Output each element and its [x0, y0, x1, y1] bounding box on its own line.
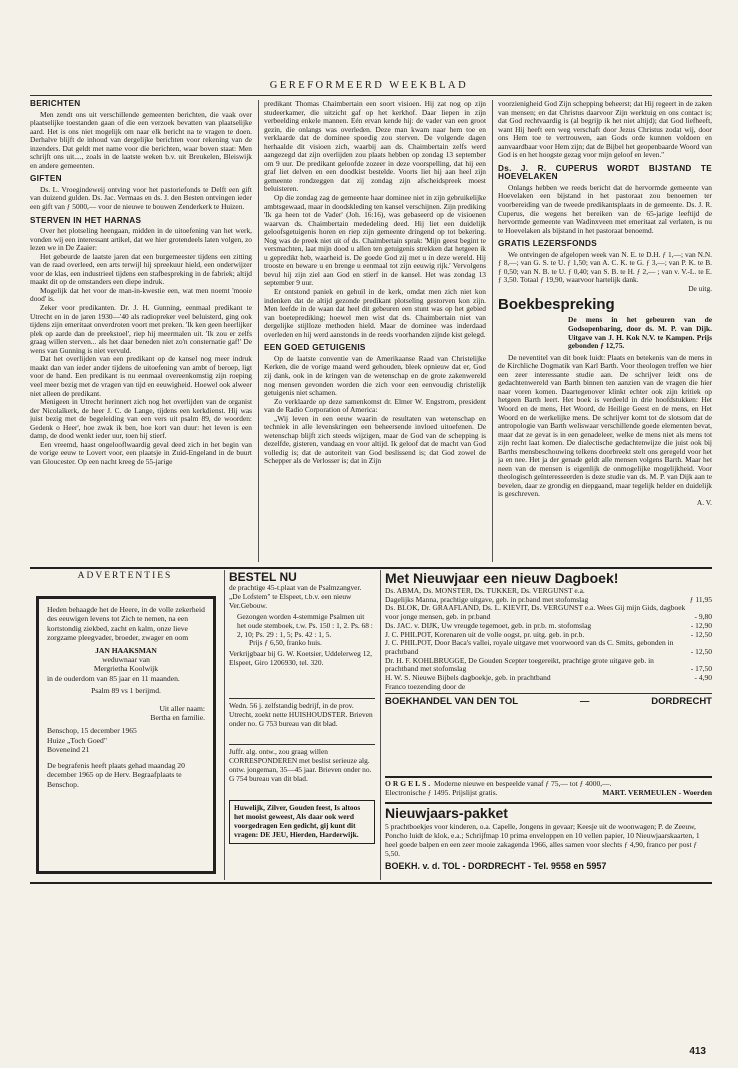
- dagboek-item-price: - 12,90: [690, 620, 712, 630]
- ad-text: MART. VERMEULEN - Woerden: [602, 788, 712, 797]
- dagboek-item-price: ƒ 11,95: [689, 594, 712, 604]
- dagboek-item-text: H. W. S. Nieuwe Bijbels dagboekje, geb. in prachtband: [385, 673, 551, 683]
- ad-text: Moderne nieuwe en bespeelde vanaf ƒ 75,— tot ƒ 4000,—.: [434, 779, 612, 788]
- heading-cuperus: Ds. J. R. CUPERUS WORDT BIJSTAND TE HOEVELAKEN: [498, 163, 712, 182]
- huishoudster-ad: Wedn. 56 j. zelfstandig bedrijf, in de prov. Utrecht, zoekt nette HUISHOUDSTER. Brieven onder no. G 753 bureau van dit blad.: [229, 701, 373, 728]
- paragraph: De neventitel van dit boek luidt: Plaats en betekenis van de mens in de Kirchliche Dogmatik van Karl Barth. Voor theologen treffen we hier een zeer interessante studie aan. De schrijver leidt ons de gedachtenwereld van Barth binnen ten aanzien van de vragen die hier naar voren komen. Daartegenover klinkt echter ook zijn kritiek op hetgeen Barth leert. Het boek is verdeeld in drie hoofdstukken: Het Woord en de mens, Het Woord, de Heilige Geest en de mens, en Het Woord en de werkelijke mens. De schrijver komt tot de slotsom dat de antropologie van Barth weliswaar verschillende goede elementen bevat, maar dat ze gevat is in een genadeleer, welke de mens niet als mens tot zijn recht laat komen. De dialectische gedachtenwijze die juist ook bij Barths mensbeschouwing telkens doorbreekt stelt ons geregeld voor het ja en nee. Het ja der genade geldt alle mensen volgens Barth. Maar het neen van de mensen is eigenlijk de onmogelijke mogelijkheid. Voor theologisch geïnteresseerden is deze studie van ds. M. P. van Dijk aan te bevelen, daar ze grondig en diepgaand, maar tegelijk helder en duidelijk is geschreven.: [498, 352, 712, 499]
- page-header: GEREFORMEERD WEEKBLAD: [269, 80, 469, 91]
- dagboek-item-price: - 4,90: [694, 673, 712, 683]
- header-rule: [30, 95, 712, 96]
- column-2: [264, 100, 486, 562]
- column-3: [498, 100, 712, 562]
- signature: De uitg.: [688, 283, 712, 293]
- dagboek-item-text: J. C. PHILPOT, Door Baca's vallei, royale uitgave met voorwoord van ds C. Smits, gebonden in prachtband: [385, 638, 674, 656]
- ad-text: Prijs ƒ 6,50, franko huis.: [249, 638, 322, 648]
- dagboek-list: [385, 596, 712, 683]
- paragraph: Over het plotseling heengaan, midden in de uitoefening van het werk, vonden wij een interessant artikel, dat we hier grotendeels laten volgen, zo lezen we in De Zaaier:: [30, 226, 252, 253]
- dagboek-item: [385, 639, 712, 656]
- death-notice-text: Mergrietha Koolwijk: [93, 664, 159, 674]
- paragraph: Dat het overlijden van een predikant op de kansel nog meer indruk maakt dan van ieder ander tijdens de uitoefening van ambt of beroep, ligt voor de hand. Een predikant is nu eenmaal overeenkomstig zijn roeping veel meer bezig met de vragen van tijd en eeuwigheid. Hoewel ook alweer niet alleen de predikant.: [30, 354, 252, 398]
- pakket-ad: [385, 805, 712, 872]
- heading-getuigenis: EEN GOED GETUIGENIS: [264, 343, 366, 353]
- dagboek-item-price: - 17,50: [690, 664, 712, 674]
- paragraph: We ontvingen de afgelopen week van N. E. te D.H. ƒ 1,—; van N.N. ƒ 8,—; van G. S. te U. ƒ 1,50; van A. C. K. te G. ƒ 3,—; van P. K. te B. ƒ 0,50; van N. B. te U. ƒ 0,40; van S. B. te H. ƒ 2,— ; van v. V.-L. te E. ƒ 3,50. Totaal ƒ 19,90, waarvoor hartelijk dank.: [498, 249, 712, 285]
- paragraph: predikant Thomas Chaimbertain een soort visioen. Hij zat nog op zijn studeerkamer, die uitzicht gaf op het kerkhof. Daar liepen in zijn verbeelding enkele mannen. Eén ervan kende hij: de vader van een groot gezin, die onlangs was overleden. Deze man kwam naar hem toe en verklaarde dat de dominee spoedig zou sterven. De volgende dagen herhaalde dit visioen zich, waarbij aan ds. Chaimbertain zelfs werd aangezegd dat zijn overlijden zou plaats hebben op zondag 13 september om 9 uur. De predikant geloofde zozeer in deze voorspelling, dat hij een graf liet delven en een doodkist bestelde. Voorts liet hij aan heel zijn gemeente rondzeggen dat zij zondag zijn afscheidspreek moest beluisteren.: [264, 100, 486, 194]
- dagboek-item-price: - 12,50: [690, 629, 712, 639]
- ad-divider: [385, 802, 712, 804]
- paragraph: „Wij leven in een eeuw waarin de resultaten van wetenschap en techniek in alle levenskringen een beheersende invloed uitoefenen. De wetenschap blijft zich steeds wijzigen, maar de God van de schepping is dezelfde, gisteren, vandaag en voor altijd. Ik geloof dat de macht van God volledig is; dat de autoriteit van God beslissend is; dat God zowel de Schepper als de Verlosser is; dat in Zijn: [264, 413, 486, 466]
- pakket-footer: BOEKH. v. d. TOL - DORDRECHT - Tel. 9558 en 5957: [385, 861, 607, 871]
- death-notice-text: Boveneind 21: [47, 745, 90, 755]
- separator-dash: —: [579, 696, 590, 708]
- signature: A. V.: [696, 497, 712, 507]
- dagboek-item-text: Ds. BLOK, Dr. GRAAFLAND, Ds. L. KIEVIT, Ds. VERGUNST e.a. Wees Gij mijn Gids, dagboek voor jonge mensen, geb. in pr.band: [385, 603, 686, 622]
- ad-text: Gezongen worden 4-stemmige Psalmen uit het oude stemboek, t.w. Ps. 150 : 1, 2. Ps. 68 : 2, 10; Ps. 29 : 1, 5; Ps. 42 : 1, 5.: [237, 611, 373, 639]
- paragraph: Menigeen in Utrecht herinnert zich nog het overlijden van de organist der Nicolaïkerk, de heer J. C. de Lange, tijdens een kerkdienst. Hij was juist bezig met de begeleiding van een vers uit psalm 89, de woorden: Gedenk o Heer', hoe zwak ik ben, hoe kort van duur: het leven is een damp, de dood wenkt ieder uur, toen hij stierf.: [30, 397, 252, 441]
- ad-section-bottom-rule: [30, 882, 712, 884]
- column-divider: [258, 100, 259, 562]
- paragraph: Zeker voor predikanten. Dr. J. H. Gunning, eenmaal predikant te Utrecht en in de jaren 1930—'40 als radiopreker veel beluisterd, ging ook tijdens zijn emeritaat onverdroten voort met preken. 'Ik ken geen heerlijker plek op aarde dan de preekstoel', riep hij meermalen uit. 'Ik zou er zelfs graag willen sterven... als het daar beneden niet zo'n consternatie gaf!' De wens van Gunning is niet vervuld.: [30, 303, 252, 355]
- paragraph: Ds. L. Vroegindeweij ontving voor het pastoriefonds te Delft een gift van duizend gulden. Ds. Jac. Vermaas en ds. J. den Besten ontvingen ieder een gift van ƒ 5000,— voor de nieuwe te bouwen Zenderkerk te Huizen.: [30, 184, 252, 212]
- pakket-title: Nieuwjaars-pakket: [385, 805, 508, 821]
- paragraph: Men zendt ons uit verschillende gemeenten berichten, die vaak over plaatselijke toestanden gaan of die een verzoek bevatten van plaatselijke aard. Het is ons niet mogelijk om naar elk bericht na te vragen te doen. Derhalve blijft de inhoud van dergelijke berichten voor rekening van de inzenders. Dat geldt met name voor die berichten, waar boven staat: Men schrijft ons uit...., zoals in de laatste weken b.v. uit Breukelen, Bleiswijk en andere gemeenten.: [30, 109, 252, 170]
- heading-giften: GIFTEN: [30, 174, 62, 184]
- dagboek-title: Met Nieuwjaar een nieuw Dagboek!: [385, 570, 619, 586]
- ad-text: de prachtige 45-t.plaat van de Psalmzangver. „De Lofstem" te Elspeet, t.b.v. een nieuw Ver.Gebouw.: [229, 583, 362, 610]
- page-number: 413: [689, 1046, 706, 1057]
- dagboek-item-price: - 12,50: [690, 646, 712, 656]
- shop-name: BOEKHANDEL VAN DEN TOL: [385, 696, 519, 708]
- paragraph: Er ontstond paniek en gehuil in de kerk, omdat men zich niet kon indenken dat de altijd gezonde predikant plotseling gestorven kon zijn. Men leefde in de waan dat heel dit gebeuren een stunt was op het gebied van boeteprediking; hoewel men wist dat ds. Chaimbertain niet van dergelijke stijlloze methoden hield. Maar de dominee was inderdaad overleden en hij werd aanstonds in de reeds voorhanden zijnde kist gelegd.: [264, 287, 486, 339]
- bestel-nu-ad: [229, 570, 375, 668]
- paragraph: Op die zondag zag de gemeente haar dominee niet in zijn gebruikelijke ambtsgewaad, maar in doodskleding ten kansel verschijnen. Zijn prediking 'Ik ga heen tot de Vader' (Joh. 16:16), was gebaseerd op de visioenen waarvan ds. Chaimbertain mededeling deed. Hij liet een duidelijk geloofsgetuigenis horen en riep zijn gemeente dringend op tot bekering. Nog was de preek niet uit of ds. Chaimbertain sprak: 'Mijn geest begint te versmachten, laat mijn dood u allen ten getuigenis strekken dat hetgeen ik u gepredikt heb, waarheid is. De goede God zij met u in deze wereld. Hij trooste en beware u en brenge u eenmaal tot zijn eeuwig rijk.' Vervolgens bevul hij zijn ziel aan God en stierf in de kansel. Het was zondag 13 september 9 uur.: [264, 193, 486, 288]
- huwelijk-ad: Huwelijk, Zilver, Gouden feest, Is altoos het mooist geweest, Als daar ook werd voorgedragen Een gedicht, gij kunt dit vragen: DE JEU, Hierden, Harderwijk.: [229, 800, 375, 844]
- death-notice-text: Bertha en familie.: [150, 713, 205, 723]
- column-divider: [224, 570, 225, 880]
- dagboek-item-text: Ds. JAC. v. DIJK, Uw vreugde tegemoet, geb. in pr.b. m. stofomslag: [385, 620, 592, 630]
- death-notice-text: weduwnaar van: [102, 655, 150, 665]
- death-notice-text: in de ouderdom van 85 jaar en 11 maanden.: [47, 673, 180, 683]
- heading-sterven: STERVEN IN HET HARNAS: [30, 215, 142, 225]
- advertenties-heading: ADVERTENTIES: [77, 571, 173, 581]
- dagboek-item-text: J. C. PHILPOT, Korenaren uit de volle oogst, pr. uitg. geb. in pr.b.: [385, 629, 585, 639]
- death-notice-name: JAN HAAKSMAN: [95, 645, 157, 655]
- dagboek-item: [385, 604, 712, 621]
- ad-text: Electronische ƒ 1495. Prijslijst gratis.: [385, 788, 498, 797]
- bestel-nu-title: BESTEL NU: [229, 570, 297, 584]
- dagboek-item-text: Dagelijks Manna, prachtige uitgave, geb. in pr.band met stofomslag: [385, 594, 589, 604]
- dagboek-ad: [385, 570, 712, 708]
- paragraph: Mogelijk dat het voor de man-in-kwestie een, wat men noemt 'mooie dood' is.: [30, 285, 252, 304]
- book-header: De mens in het gebeuren van de Godsopenbaring, door ds. M. P. van Dijk. Uitgave van J. H. Kok N.V. te Kampen. Prijs gebonden ƒ 12,75.: [568, 315, 712, 351]
- column-divider: [380, 570, 381, 880]
- ad-text: Franco toezending door de: [385, 681, 466, 691]
- column-1: [30, 100, 252, 562]
- boekhandel-footer: [385, 693, 712, 708]
- dagboek-item-text: Dr. H. F. KOHLBRUGGE, De Gouden Scepter toegereikt, prachtige grote uitgave geb. in prachtband met stofomslag: [385, 655, 654, 674]
- death-notice-psalm: Psalm 89 vs 1 berijmd.: [91, 686, 161, 696]
- paragraph: Een vreemd, haast ongelooflwaardig geval deed zich in het begin van de vorige eeuw te Lovert voor, een plaatsje in Zuid-Engeland in de buurt van Gloucester. Op een nacht kreeg de 55-jarige: [30, 439, 252, 466]
- ad-divider: [229, 698, 375, 699]
- paragraph: Onlangs hebben we reeds bericht dat de hervormde gemeente van Hoevelaken een bijstand in het pastoraat zou benoemen ter voorbereiding van de tweede predikantsplaats in de gemeente. Ds. J. R. Cuperus, die wegens het bereiken van de 65-jarige leeftijd de hervormde gemeente van Wadinxveen met emeritaat zal verlaten, is nu te Hoevelaken als bijstand in het pastoraat benoemd.: [498, 182, 712, 235]
- paragraph: voorzienigheid God Zijn schepping beheerst; dat Hij regeert in de zaken van mensen; en dat Christus daarvoor Zijn werktuig en ons contact is; dat God rechtvaardig is (al begrijp ik het niet altijd); dat God liefheeft, want Hij heeft een weg verschaft door Jezus Christus zodat wij, door ons Hem toe te vertrouwen, aan Gods orde kunnen voldoen en aanvaardbaar voor Hem zijn; dat de Bijbel het geopenbaarde Woord van God is en het hoogste gezag voor mijn geloof en leven.": [498, 100, 712, 160]
- column-divider: [492, 100, 493, 562]
- ad-divider: [229, 744, 375, 745]
- correspondentie-ad: Juffr. alg. ontw., zou graag willen CORRESPONDEREN met beslist serieuze alg. ontw. jongeman, 35—45 jaar. Brieven onder no. G 754 bureau van dit blad.: [229, 747, 372, 783]
- death-notice-text: Huize „Toch Goed": [47, 735, 107, 745]
- ad-text: Verkrijgbaar bij G. W. Koetsier, Uddelerweg 12, Elspeet, Giro 1206930, tel. 320.: [229, 649, 372, 668]
- heading-gratis: GRATIS LEZERSFONDS: [498, 239, 597, 249]
- boekbespreking-title: Boekbespreking: [498, 296, 615, 314]
- ad-text: 5 prachtboekjes voor kinderen, o.a. Capelle, Jongens in gevaar; Keesje uit de woonwagen; P. de Zeeuw, Poncho luidt de klok, e.a.; Schrijfmap 10 prima enveloppen en 10 vellen papier, 10 Nieuwjaarskaarten, 1 heel goede balpen en een zeer mooie zakagenda 1966, alles samen voor slechts ƒ 4,90, franco per post ƒ 5,50.: [385, 822, 700, 858]
- shop-city: DORDRECHT: [651, 696, 712, 708]
- ad-divider: [385, 776, 712, 778]
- death-notice: [36, 596, 216, 874]
- death-notice-text: De begrafenis heeft plaats gehad maandag 20 december 1965 op de Herv. Begraafplaats te Benschop.: [47, 760, 185, 789]
- death-notice-text: Uit aller naam:: [159, 703, 205, 713]
- ad-section-rule: [30, 567, 712, 569]
- dagboek-item: [385, 657, 712, 674]
- heading-berichten: BERICHTEN: [30, 100, 81, 108]
- orgels-title: ORGELS.: [385, 779, 433, 788]
- orgels-ad: [385, 779, 712, 797]
- dagboek-item-price: - 9,80: [694, 612, 712, 622]
- paragraph: Op de laatste conventie van de Amerikaanse Raad van Christelijke Kerken, die de vorige maand werd gehouden, bleek opnieuw dat er, God zij dank, ook in de kringen van de wetenschap en de grote zakenwereld nog mensen gevonden worden die zich voor een eenvoudig christelijk getuigenis niet schamen.: [264, 353, 486, 398]
- death-notice-text: Heden behaagde het de Heere, in de volle zekerheid des eeuwigen levens tot Zich te nemen, na een kortstondig ziekbed, zacht en kalm, onze lieve zorgzame pleegvader, broeder, zwager en oom: [47, 605, 205, 643]
- paragraph: Het gebeurde de laatste jaren dat een burgemeester tijdens een zitting van de raad overleed, een arts terwijl hij spreekuur hield, een onderwijzer voor de klas, een industrieel tijdens een stafbespreking in de fabriek; altijd maakt dit op de omstanders een diepe indruk.: [30, 251, 252, 287]
- death-notice-text: Benschop, 15 december 1965: [47, 726, 137, 736]
- ad-text: Ds. ABMA, Ds. MONSTER, Ds. TUKKER, Ds. VERGUNST e.a.: [385, 586, 585, 595]
- paragraph: Zo verklaarde op deze samenkomst dr. Elmer W. Engstrom, president van de Radio Corporation of America:: [264, 396, 486, 415]
